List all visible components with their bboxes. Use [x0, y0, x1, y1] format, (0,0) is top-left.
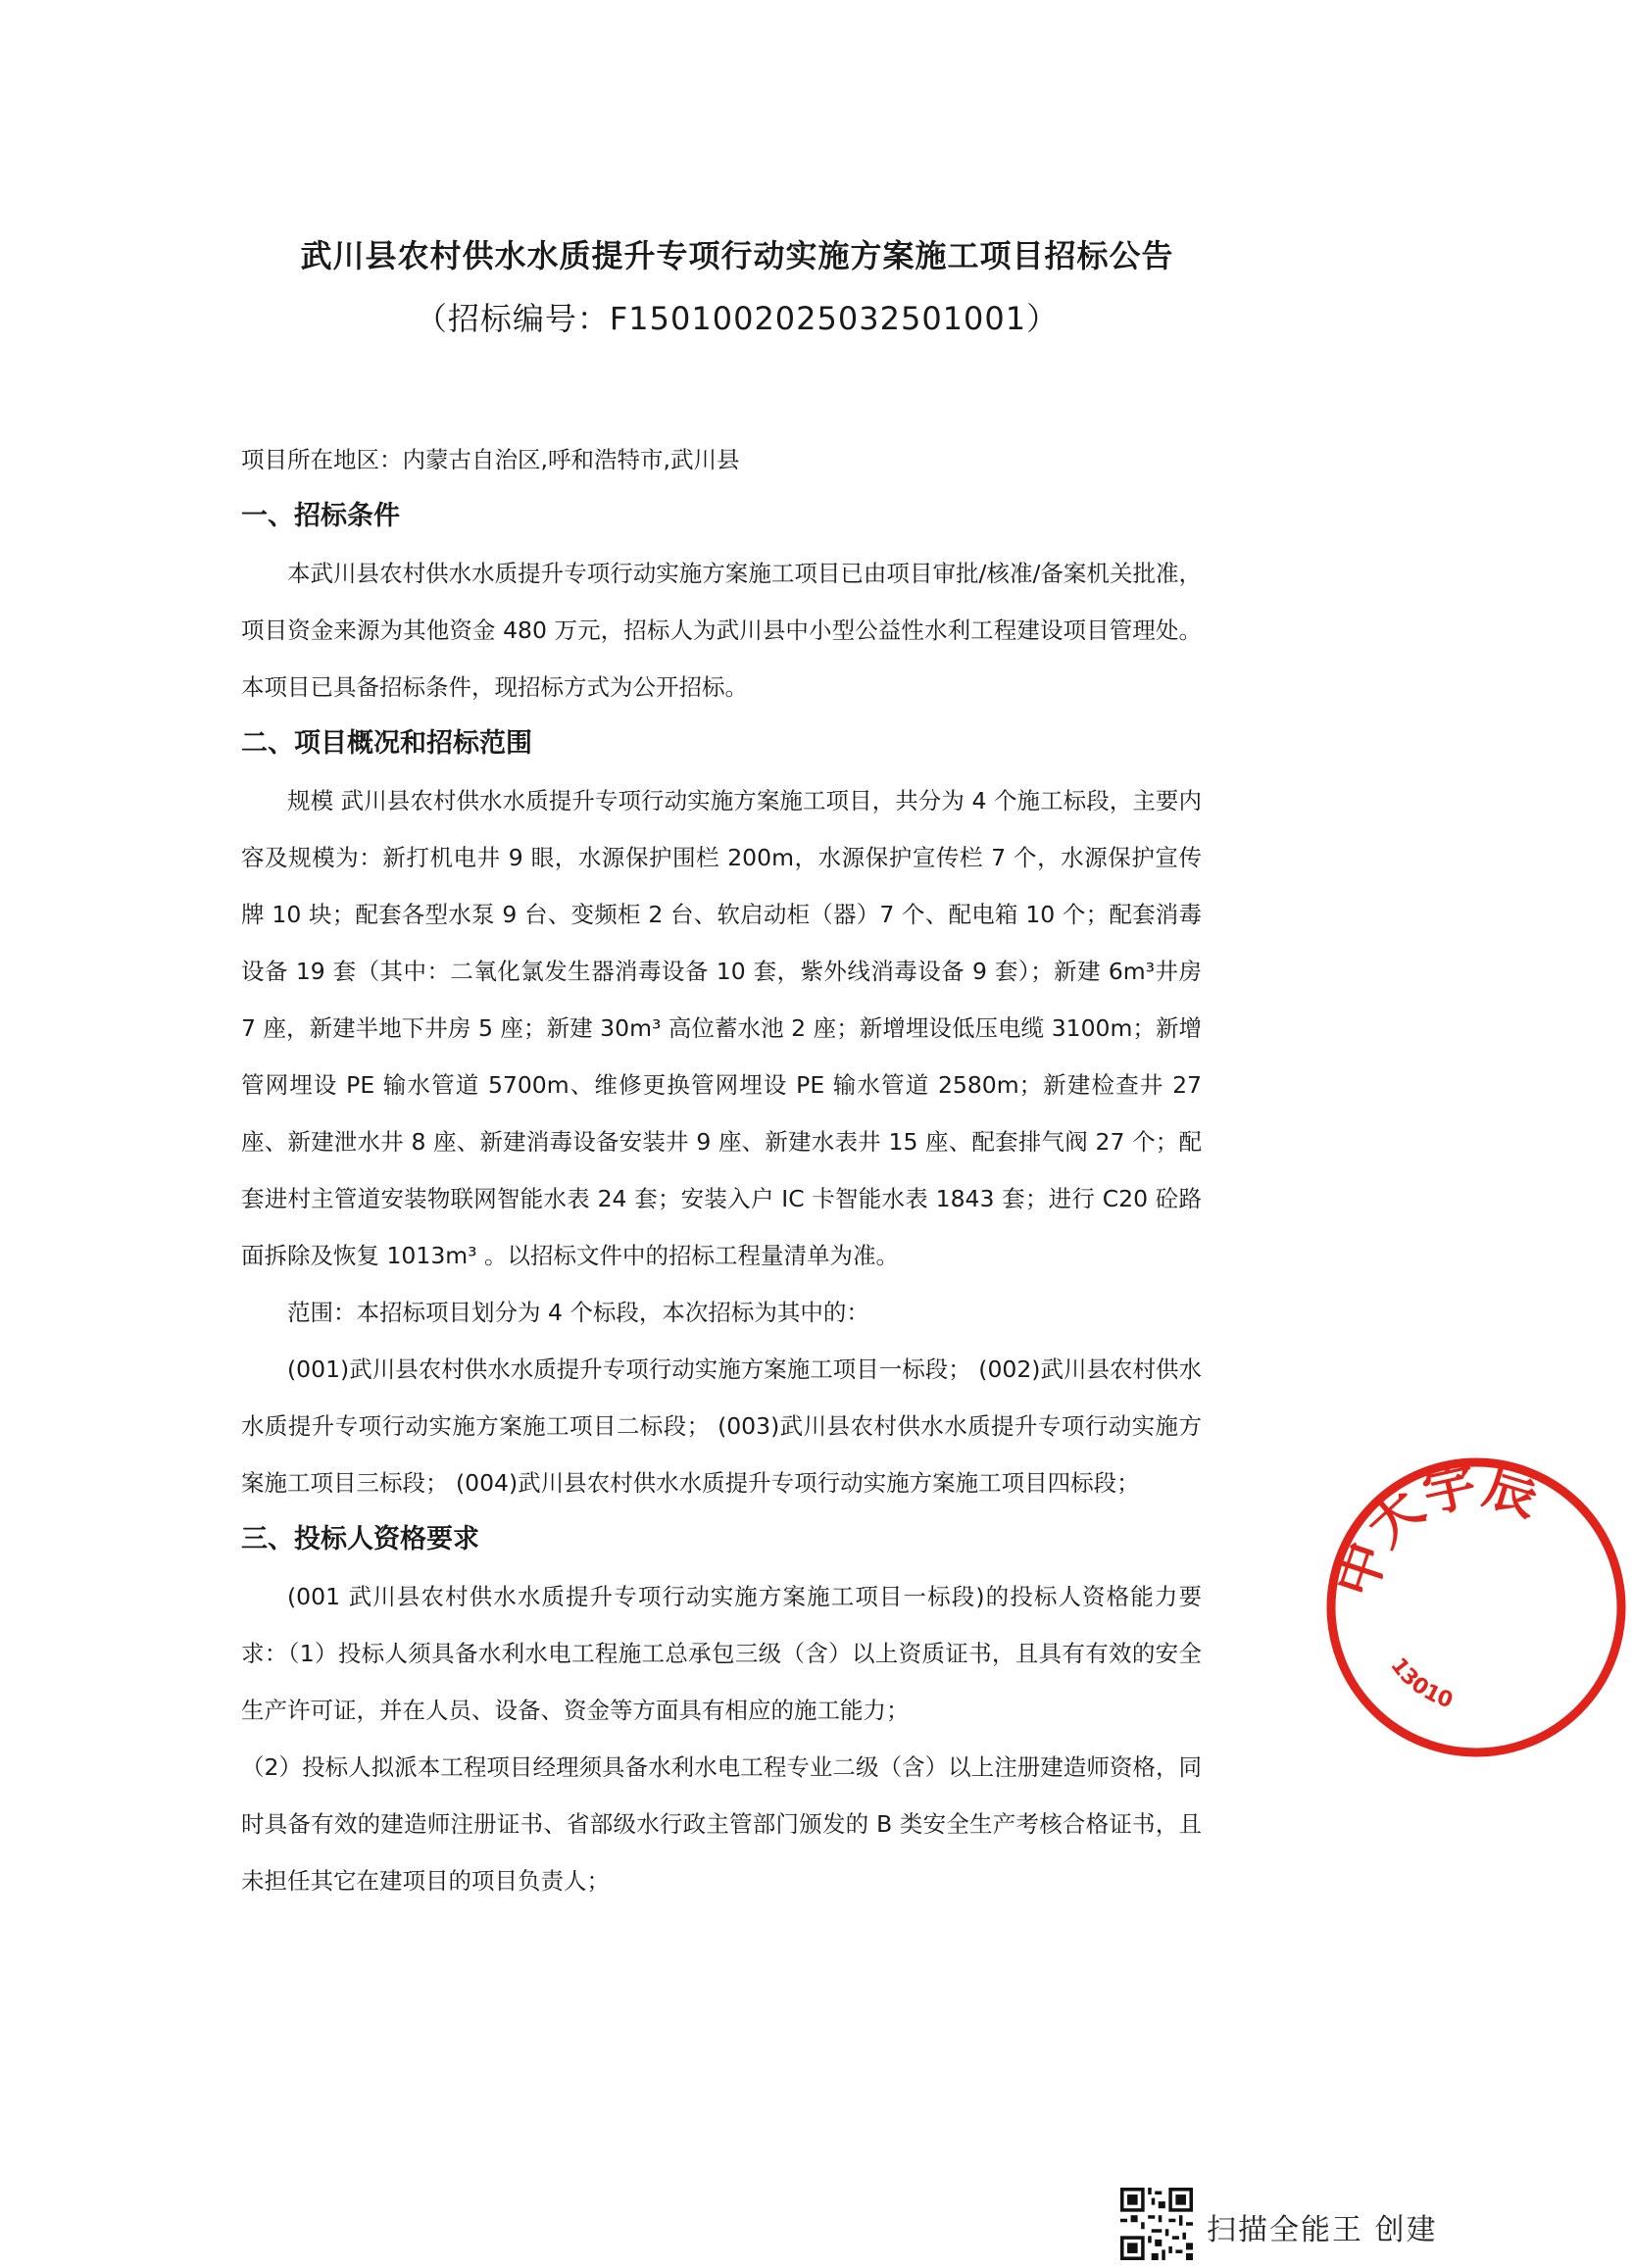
document-body: [241, 431, 1202, 1909]
section-3-paragraph-1: (001 武川县农村供水水质提升专项行动实施方案施工项目一标段)的投标人资格能力要求：（1）投标人须具备水利水电工程施工总承包三级（含）以上资质证书，且具有有效的安全生产许可证，并在人员、设备、资金等方面具有相应的施工能力；: [241, 1583, 1202, 1724]
section-heading-3: 三、投标人资格要求: [241, 1524, 479, 1554]
company-seal-icon: [1319, 1451, 1633, 1764]
svg-text:13010: [1385, 1653, 1456, 1713]
project-location: 项目所在地区：内蒙古自治区,呼和浩特市,武川县: [241, 446, 740, 473]
section-2-paragraph-2: 范围：本招标项目划分为 4 个标段，本次招标为其中的：: [287, 1299, 869, 1326]
section-heading-2: 二、项目概况和招标范围: [241, 728, 532, 759]
section-heading-1: 一、招标条件: [241, 501, 400, 531]
section-1-paragraph-1: 本武川县农村供水水质提升专项行动实施方案施工项目已由项目审批/核准/备案机关批准，项目资金来源为其他资金 480 万元，招标人为武川县中小型公益性水利工程建设项目管理处。本项目已具备招标条件，现招标方式为公开招标。: [241, 560, 1202, 701]
document-title: 武川县农村供水水质提升专项行动实施方案施工项目招标公告: [300, 237, 1174, 274]
seal-number: 13010: [1385, 1653, 1457, 1714]
section-3-paragraph-2: （2）投标人拟派本工程项目经理须具备水利水电工程专业二级（含）以上注册建造师资格，同时具备有效的建造师注册证书、省部级水行政主管部门颁发的 B 类安全生产考核合格证书，且未担任其它在建项目的项目负责人；: [241, 1753, 1202, 1895]
scanner-app-label: 扫描全能王 创建: [1207, 2213, 1438, 2247]
section-2-paragraph-1: 规模 武川县农村供水水质提升专项行动实施方案施工项目，共分为 4 个施工标段，主要内容及规模为：新打机电井 9 眼，水源保护围栏 200m，水源保护宣传栏 7 个，水源保护宣传牌 10 块；配套各型水泵 9 台、变频柜 2 台、软启动柜（器）7 个、配电箱 10 个；配套消毒设备 19 套（其中：二氧化氯发生器消毒设备 10 套，紫外线消毒设备 9 套）；新建 6m³井房 7 座，新建半地下井房 5 座；新建 30m³ 高位蓄水池 2 座；新增埋设低压电缆 3100m；新增管网埋设 PE 输水管道 5700m、维修更换管网埋设 PE 输水管道 2580m；新建检查井 27 座、新建泄水井 8 座、新建消毒设备安装井 9 座、新建水表井 15 座、配套排气阀 27 个；配套进村主管道安装物联网智能水表 24 套；安装入户 IC 卡智能水表 1843 套；进行 C20 砼路面拆除及恢复 1013m³ 。以招标文件中的招标工程量清单为准。: [241, 787, 1202, 1269]
qr-code-icon: [1120, 2188, 1193, 2260]
seal-text: 中大宇辰: [1323, 1453, 1546, 1604]
tender-number: （招标编号：F1501002025032501001）: [415, 300, 1060, 337]
section-2-paragraph-3: (001)武川县农村供水水质提升专项行动实施方案施工项目一标段； (002)武川县农村供水水质提升专项行动实施方案施工项目二标段； (003)武川县农村供水水质提升专项行动实施方案施工项目三标段； (004)武川县农村供水水质提升专项行动实施方案施工项目四标段；: [241, 1356, 1202, 1497]
scanner-watermark: [1120, 2188, 1473, 2262]
